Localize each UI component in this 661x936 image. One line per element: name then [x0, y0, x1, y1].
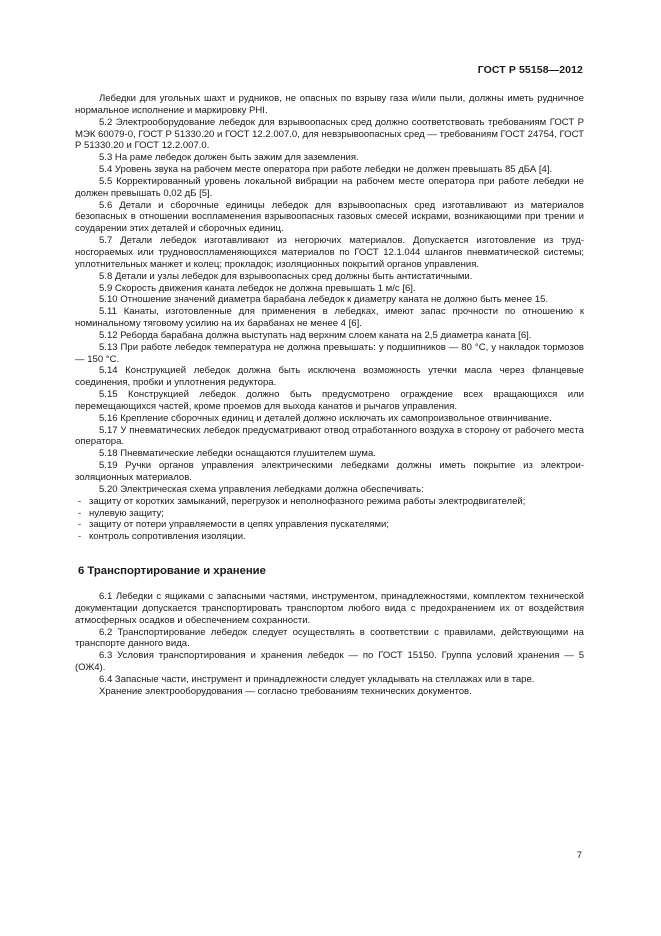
paragraph: 6.2 Транспортирование лебедок следует осуществлять в соответствии с правилами, действующими на транспорте данного вида.: [75, 626, 584, 650]
section-title: 6 Транспортирование и хранение: [78, 565, 266, 578]
paragraph: 6.1 Лебедки с ящиками с запасными частями, инструментом, принадлежностями, комплектом технической документации допускается транспортировать транспортом любого вида с предохранением их от воздействия атмосферных осадков и обеспечением сохранности.: [75, 591, 584, 626]
paragraph: 5.20 Электрическая схема управления лебедками должна обеспечивать:: [99, 483, 424, 495]
paragraph: 5.17 У пневматических лебедок предусматривают отвод отработанного воздуха в сторону от рабочего места оператора.: [75, 424, 584, 448]
list-item: [75, 508, 584, 520]
paragraph: Хранение электрооборудования — согласно требованиям технических документов.: [99, 685, 472, 697]
paragraph: 5.18 Пневматические лебедки оснащаются глушителем шума.: [99, 448, 376, 460]
paragraph: 5.2 Электрооборудование лебедок для взрывоопасных сред должно соответствовать требованиям ГОСТ Р МЭК 60079-0, ГОСТ Р 51330.20 и ГОСТ 12.2.007.0, для невзрывоопасных сред — требованиям ГОСТ 24754, ГОСТ Р 51330.20 и ГОСТ 12.2.007.0.: [75, 116, 584, 152]
dash-bullet: -: [78, 507, 82, 519]
standard-header: ГОСТ Р 55158—2012: [477, 64, 583, 76]
paragraph: 5.10 Отношение значений диаметра барабана лебедок к диаметру каната не должно быть менее 15.: [99, 294, 549, 306]
list-item: [75, 531, 584, 543]
paragraph: 5.8 Детали и узлы лебедок для взрывоопасных сред должны быть антистатичными.: [99, 270, 473, 282]
list-item: [75, 519, 584, 531]
paragraph: 5.4 Уровень звука на рабочем месте оператора при работе лебедки не должен превышать 85 дБА [4].: [99, 164, 553, 176]
paragraph: 5.6 Детали и сборочные единицы лебедок для взрывоопасных сред изготавливают из материалов безопасных в отношении воспламенения взрывоопасных газовых смесей искрами, возникающими при трении и соударении этих деталей и сборочных единиц.: [75, 199, 584, 235]
paragraph: 5.14 Конструкцией лебедок должна быть исключена возможность утечки масла через фланцевые соединения, пробки и уплотнения редуктора.: [75, 365, 584, 389]
paragraph: 5.12 Реборда барабана должна выступать над верхним слоем каната на 2,5 диаметра каната [6].: [99, 329, 532, 341]
list-item: [75, 496, 584, 508]
paragraph: 5.3 На раме лебедок должен быть зажим для заземления.: [99, 152, 359, 164]
paragraph: 5.9 Скорость движения каната лебедок не должна превышать 1 м/с [6].: [99, 282, 416, 294]
list-item-text: контроль сопротивления изоляции.: [89, 531, 246, 543]
list-item-text: защиту от потери управляемости в цепях управления пускателями;: [89, 519, 390, 531]
dash-bullet: -: [78, 495, 82, 507]
paragraph: 5.15 Конструкцией лебедок должно быть предусмотрено ограждение всех вращающихся или перемещающихся частей, кроме проемов для выхода канатов и рычагов управления.: [75, 389, 584, 412]
list-item-text: нулевую защиту;: [89, 507, 164, 519]
list-item-text: защиту от коротких замыканий, перегрузок и неполнофазного режима работы электродвигателей;: [89, 495, 526, 507]
document-body: [75, 93, 584, 698]
paragraph: 6.4 Запасные части, инструмент и принадлежности следует укладывать на стеллажах или в таре.: [99, 673, 535, 685]
paragraph: 5.5 Корректированный уровень локальной вибрации на рабочем месте оператора при работе лебедки не должен превышать 0,02 дБ [5].: [75, 175, 584, 199]
paragraph: 5.19 Ручки органов управления электрическими лебедками должны иметь покрытие из электроизоляционных материалов.: [75, 460, 584, 483]
paragraph: 5.16 Крепление сборочных единиц и деталей должно исключать их самопроизвольное отвинчивание.: [99, 412, 552, 424]
paragraph: 6.3 Условия транспортирования и хранения лебедок — по ГОСТ 15150. Группа условий хранения — 5 (ОЖ4).: [75, 650, 584, 674]
page-number: 7: [576, 850, 582, 861]
paragraph: 5.11 Канаты, изготовленные для применения в лебедках, имеют запас прочности по отношению к номинальному тяговому усилию на их барабанах не менее 4 [6].: [75, 306, 584, 330]
paragraph: Лебедки для угольных шахт и рудников, не опасных по взрыву газа и/или пыли, должны иметь рудничное нормальное исполнение и маркировку PHI.: [75, 93, 584, 116]
paragraph: 5.7 Детали лебедок изготавливают из негорючих материалов. Допускается изготовление из трудносгораемых или трудновоспламеняющихся материалов по ГОСТ 12.1.044 шлангов пневматической системы; уплотнительных манжет и колец; прокладок; изоляционных покрытий органов управления.: [75, 235, 584, 270]
dash-bullet: -: [78, 519, 82, 531]
dash-bullet: -: [78, 531, 82, 543]
paragraph: 5.13 При работе лебедок температура не должна превышать: у подшипников — 80 °С, у накладок тормозов — 150 °С.: [75, 341, 584, 365]
